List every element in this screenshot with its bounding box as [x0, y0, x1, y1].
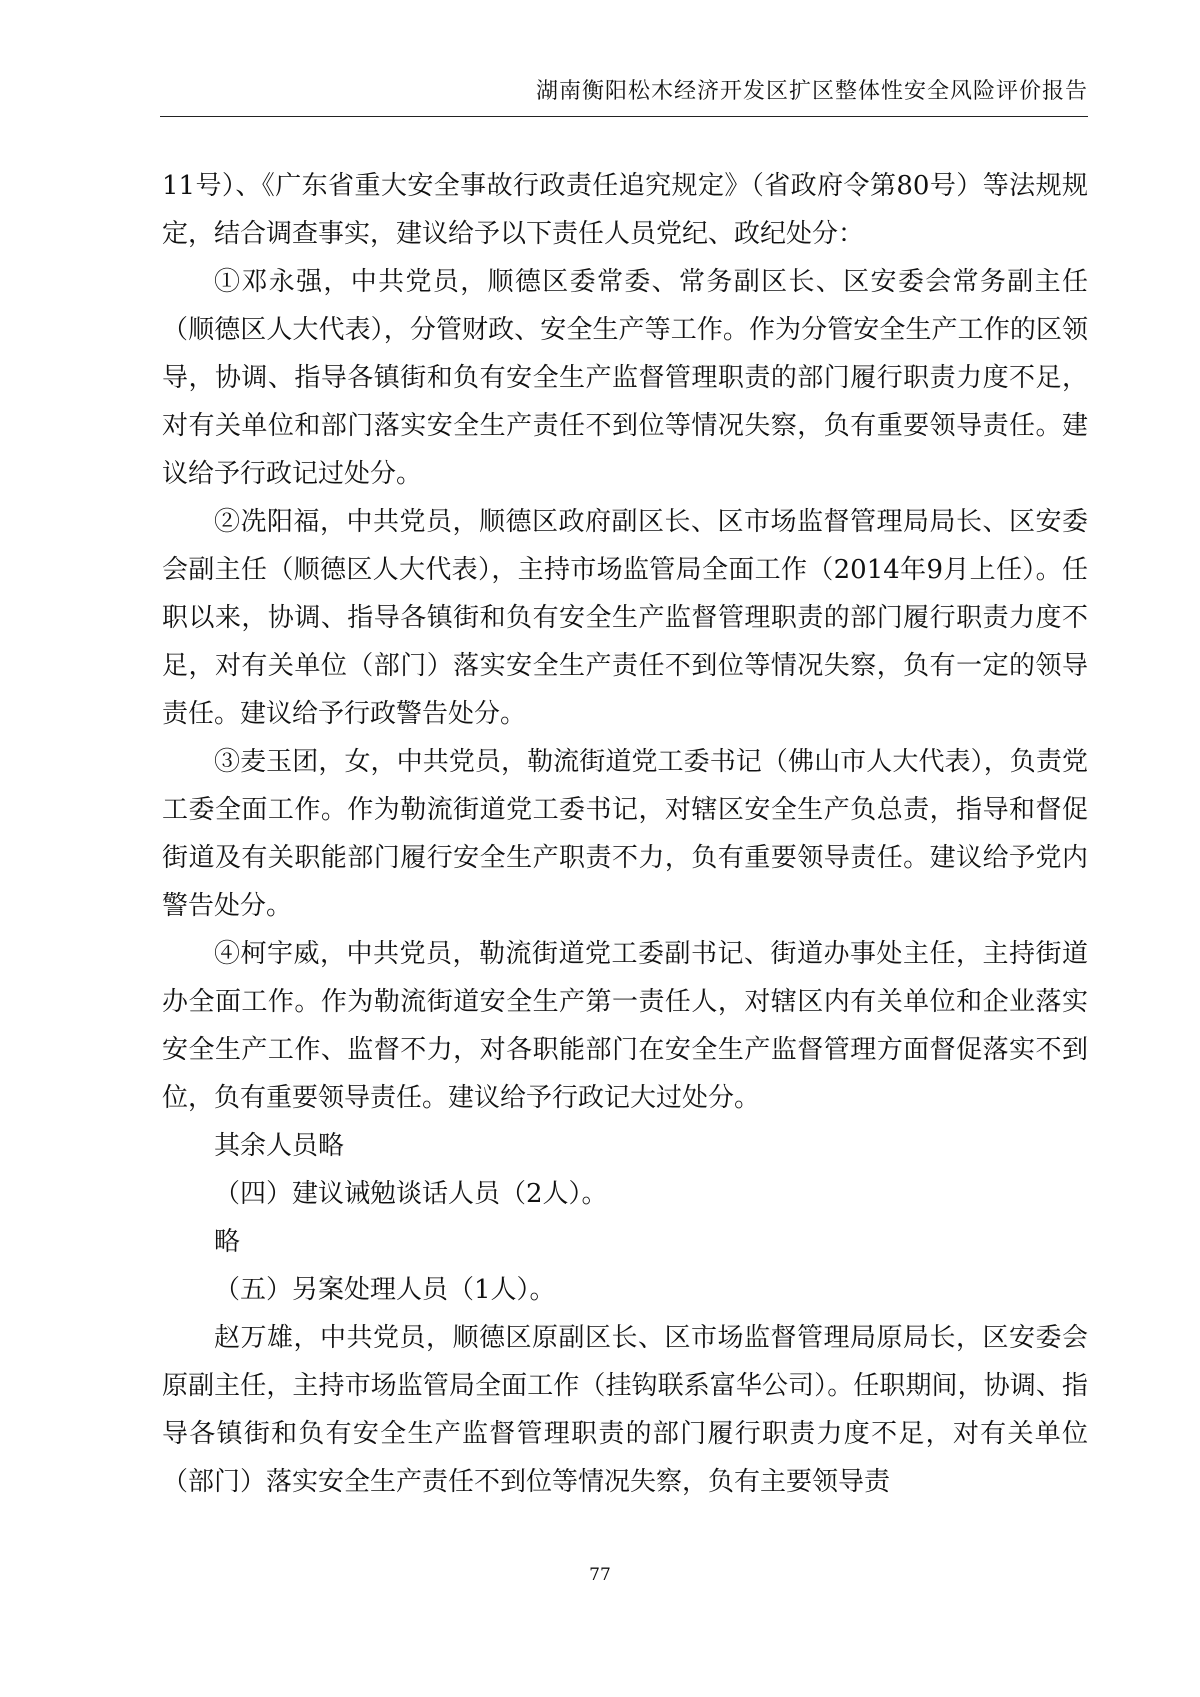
paragraph-others-omitted: 其余人员略	[214, 1131, 345, 1161]
page-footer	[0, 1565, 1200, 1585]
paragraph-omitted: 略	[214, 1227, 241, 1257]
page-number: 77	[589, 1565, 611, 1585]
paragraph-mai-yutuan: ③麦玉团，女，中共党员，勒流街道党工委书记（佛山市人大代表），负责党工委全面工作。作为勒流街道党工委书记，对辖区安全生产负总责，指导和督促街道及有关职能部门履行安全生产职责不力，负有重要领导责任。建议给予党内警告处分。	[162, 747, 1088, 921]
section-heading-separate-case: （五）另案处理人员（1人）。	[214, 1275, 556, 1305]
section-heading-admonition: （四）建议诫勉谈话人员（2人）。	[214, 1179, 608, 1209]
report-title: 湖南衡阳松木经济开发区扩区整体性安全风险评价报告	[535, 79, 1088, 104]
page-header	[160, 78, 1088, 117]
paragraph-ke-yuwei: ④柯宇威，中共党员，勒流街道党工委副书记、街道办事处主任，主持街道办全面工作。作为勒流街道安全生产第一责任人，对辖区内有关单位和企业落实安全生产工作、监督不力，对各职能部门在安全生产监督管理方面督促落实不到位，负有重要领导责任。建议给予行政记大过处分。	[162, 939, 1088, 1113]
paragraph-continuation: 11号）、《广东省重大安全事故行政责任追究规定》（省政府令第80号）等法规规定，结合调查事实，建议给予以下责任人员党纪、政纪处分：	[162, 171, 1088, 249]
paragraph-xian-yangfu: ②冼阳福，中共党员，顺德区政府副区长、区市场监督管理局局长、区安委会副主任（顺德区人大代表），主持市场监管局全面工作（2014年9月上任）。任职以来，协调、指导各镇街和负有安全生产监督管理职责的部门履行职责力度不足，对有关单位（部门）落实安全生产责任不到位等情况失察，负有一定的领导责任。建议给予行政警告处分。	[162, 507, 1088, 729]
document-body	[162, 162, 1088, 1506]
paragraph-deng-yongqiang: ①邓永强，中共党员，顺德区委常委、常务副区长、区安委会常务副主任（顺德区人大代表），分管财政、安全生产等工作。作为分管安全生产工作的区领导，协调、指导各镇街和负有安全生产监督管理职责的部门履行职责力度不足，对有关单位和部门落实安全生产责任不到位等情况失察，负有重要领导责任。建议给予行政记过处分。	[162, 267, 1088, 489]
paragraph-zhao-wanxiong: 赵万雄，中共党员，顺德区原副区长、区市场监督管理局原局长，区安委会原副主任，主持市场监管局全面工作（挂钩联系富华公司）。任职期间，协调、指导各镇街和负有安全生产监督管理职责的部门履行职责力度不足，对有关单位（部门）落实安全生产责任不到位等情况失察，负有主要领导责	[162, 1323, 1088, 1497]
